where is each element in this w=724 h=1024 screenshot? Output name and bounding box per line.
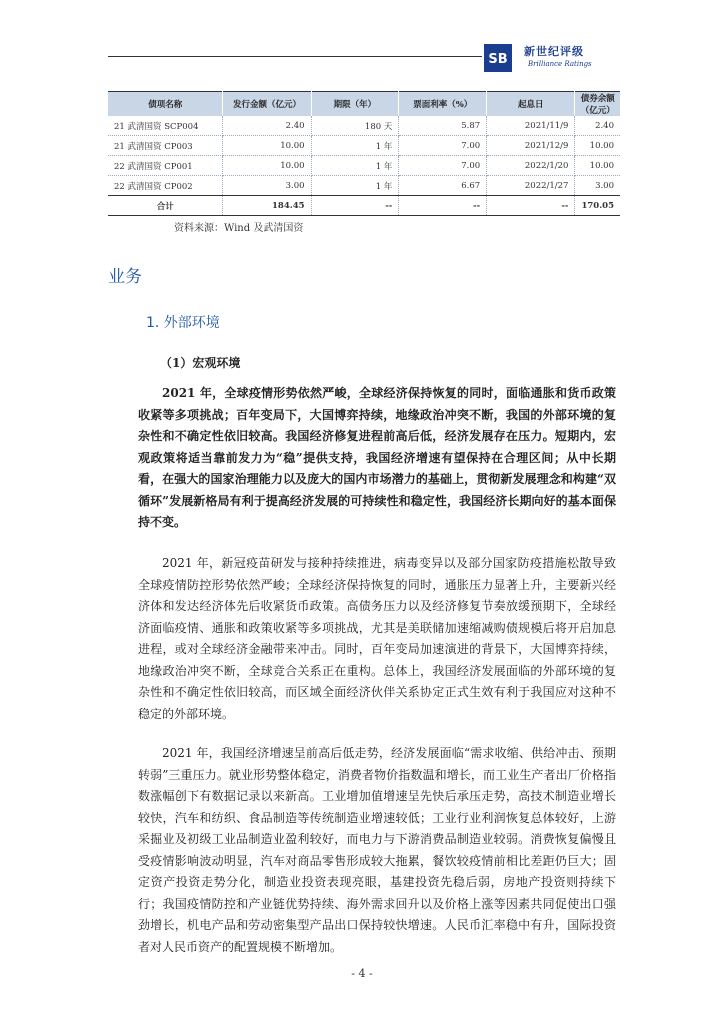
body-paragraph: 2021 年，我国经济增速呈前高后低走势，经济发展面临“需求收缩、供给冲击、预期转弱”三重压力。就业形势整体稳定，消费者物价指数温和增长，而工业生产者出厂价格指数涨幅创下有数据记录以来新高。工业增加值增速呈先快后承压走势，高技术制造业增长较快，汽车和纺织、食品制造等传统制造业增速较低；工业行业利润恢复总体较好，上游采掘业及初级工业品制造业盈利较好，而电力与下游消费品制造业较弱。消费恢复偏慢且受疫情影响波动明显，汽车对商品零售形成较大拖累，餐饮较疫情前相比差距仍巨大；固定资产投资走势分化，制造业投资表现亮眼，基建投资先稳后弱，房地产投资则持续下行；我国疫情防控和产业链优势持续、海外需求回升以及价格上涨等因素共同促使出口强劲增长，机电产品和劳动密集型产品出口保持较快增速。人民币汇率稳中有升，国际投资者对人民币资产的配置规模不断增加。 [138, 746, 616, 954]
col-value-date: 起息日 [487, 92, 575, 117]
table-row [108, 176, 620, 196]
cell: 21 武清国资 SCP004 [108, 116, 223, 136]
cell: -- [311, 196, 399, 216]
cell: 21 武清国资 CP003 [108, 136, 223, 156]
table-row [108, 136, 620, 156]
subsubsection-title: （1）宏观环境 [160, 356, 241, 370]
cell: -- [399, 196, 487, 216]
cell: 合计 [108, 196, 223, 216]
cell: 1 年 [311, 176, 399, 196]
cell: 2.40 [223, 116, 311, 136]
cell: 2021/12/9 [487, 136, 575, 156]
cell: 7.00 [399, 156, 487, 176]
cell: 184.45 [223, 196, 311, 216]
header-rule [108, 56, 482, 57]
cell: 2022/1/20 [487, 156, 575, 176]
logo-mark: SB [488, 52, 508, 67]
col-bond-name: 债项名称 [108, 92, 223, 117]
cell: 2022/1/27 [487, 176, 575, 196]
cell: 5.87 [399, 116, 487, 136]
cell: 10.00 [223, 136, 311, 156]
logo-english-name: Brilliance Ratings [528, 60, 592, 68]
cell: 3.00 [223, 176, 311, 196]
cell: 10.00 [223, 156, 311, 176]
cell: 1 年 [311, 156, 399, 176]
cell: 3.00 [575, 176, 620, 196]
body-paragraph: 2021 年，新冠疫苗研发与接种持续推进，病毒变异以及部分国家防疫措施松散导致全球疫情防控形势依然严峻；全球经济保持恢复的同时，通胀压力显著上升，主要新兴经济体和发达经济体先后收紧货币政策。高债务压力以及经济修复节奏放缓预期下，全球经济面临疫情、通胀和政策收紧等多项挑战，尤其是美联储加速缩减购债规模后将开启加息进程，或对全球经济金融带来冲击。同时，百年变局加速演进的背景下，大国博弈持续，地缘政治冲突不断，全球竞合关系正在重构。总体上，我国经济发展面临的外部环境的复杂性和不确定性依旧较高，而区域全面经济伙伴关系协定正式生效有利于我国应对这种不稳定的外部环境。 [138, 556, 616, 721]
table-source-note: 资料来源：Wind 及武清国资 [174, 223, 304, 234]
cell: 22 武清国资 CP001 [108, 156, 223, 176]
col-issue-amount: 发行金额（亿元） [223, 92, 311, 117]
page-number: - 4 - [351, 967, 373, 980]
cell: 6.67 [399, 176, 487, 196]
cell: 170.05 [575, 196, 620, 216]
summary-paragraph: 2021 年，全球疫情形势依然严峻，全球经济保持恢复的同时，面临通胀和货币政策收紧等多项挑战；百年变局下，大国博弈持续，地缘政治冲突不断，我国的外部环境的复杂性和不确定性依旧较高。我国经济修复进程前高后低，经济发展存在压力。短期内，宏观政策将适当靠前发力为“稳”提供支持，我国经济增速有望保持在合理区间；从中长期看，在强大的国家治理能力以及庞大的国内市场潜力的基础上，贯彻新发展理念和构建“双循环”发展新格局有利于提高经济发展的可持续性和稳定性，我国经济长期向好的基本面保持不变。 [138, 386, 616, 529]
cell: 10.00 [575, 136, 620, 156]
cell: -- [487, 196, 575, 216]
cell: 7.00 [399, 136, 487, 156]
col-coupon-rate: 票面利率（%） [399, 92, 487, 117]
cell: 1 年 [311, 136, 399, 156]
cell: 22 武清国资 CP002 [108, 176, 223, 196]
subsection-title: 1. 外部环境 [146, 315, 220, 331]
company-logo-icon [484, 44, 512, 72]
table-row [108, 116, 620, 136]
table-row [108, 156, 620, 176]
cell: 2021/11/9 [487, 116, 575, 136]
cell: 2.40 [575, 116, 620, 136]
cell: 10.00 [575, 156, 620, 176]
col-outstanding: 债券余额（亿元） [575, 92, 620, 117]
col-term: 期限（年） [311, 92, 399, 117]
table-total-row [108, 196, 620, 216]
section-title: 业务 [108, 267, 142, 287]
cell: 180 天 [311, 116, 399, 136]
table-header-row [108, 92, 620, 117]
logo-chinese-name: 新世纪评级 [524, 45, 584, 58]
bond-table [108, 91, 620, 216]
